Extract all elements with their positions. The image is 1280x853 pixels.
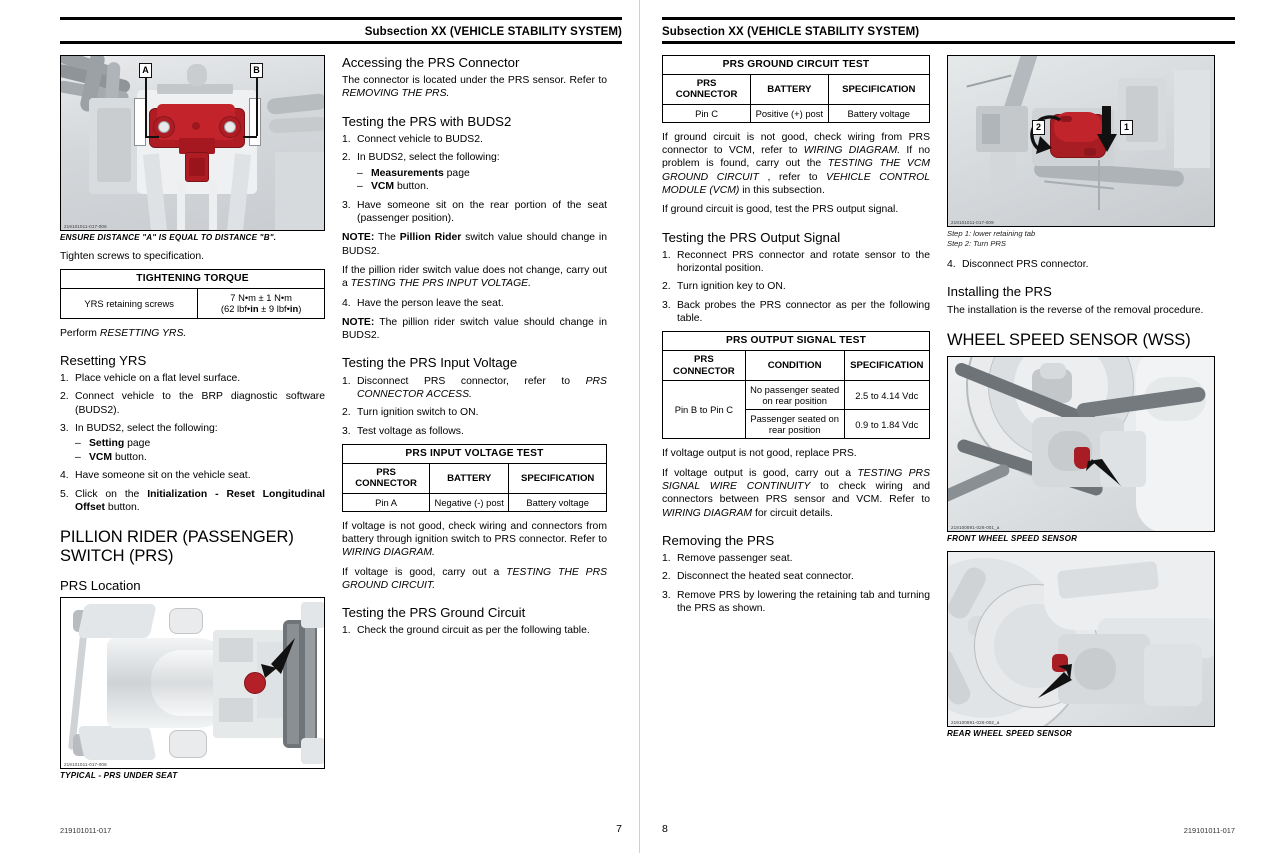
column-right-figures xyxy=(947,55,1215,746)
step-item: 3. In BUDS2, select the following: – Setting page – VCM button. xyxy=(60,422,325,464)
figure-front-wss-image xyxy=(947,356,1215,532)
table-cell: Battery voltage xyxy=(509,493,607,511)
step-item: 1. Connect vehicle to BUDS2. xyxy=(342,133,483,145)
front-wss-illustration xyxy=(948,357,1214,531)
figure-front-wss xyxy=(947,356,1215,543)
heading-resetting-yrs: Resetting YRS xyxy=(60,352,147,368)
figure-yrs-sensor-image xyxy=(60,55,325,231)
installing-body: The installation is the reverse of the removal procedure. xyxy=(947,304,1204,316)
arrow-icon xyxy=(251,634,299,682)
removing-prs-steps xyxy=(662,552,930,615)
figure-prs-under-seat-image xyxy=(60,597,325,769)
step-item: 3. Back probes the PRS connector as per the following table. xyxy=(662,299,930,325)
torque-metric: 7 N•m ± 1 N•m xyxy=(230,292,292,304)
step-item: 2. Turn ignition switch to ON. xyxy=(342,407,479,419)
heading-pillion-rider-switch: PILLION RIDER (PASSENGER) SWITCH (PRS) xyxy=(60,528,294,565)
step-item: 3. Have someone sit on the rear portion of the seat (passenger position). xyxy=(342,199,607,224)
footer-page-number: 7 xyxy=(616,823,622,835)
note-pillion-rider-1: NOTE: The Pillion Rider switch value should change in BUDS2. xyxy=(342,232,607,257)
heading-wheel-speed-sensor: WHEEL SPEED SENSOR (WSS) xyxy=(947,330,1191,349)
column-left xyxy=(60,55,325,788)
table-header-cell: PRS CONNECTOR xyxy=(343,463,430,493)
figure-rear-wss-caption: REAR WHEEL SPEED SENSOR xyxy=(947,729,1072,739)
heading-testing-prs-ground-circuit: Testing the PRS Ground Circuit xyxy=(342,605,526,621)
page-header-title: Subsection XX (VEHICLE STABILITY SYSTEM) xyxy=(662,26,920,38)
table-title: PRS INPUT VOLTAGE TEST xyxy=(343,444,607,463)
table-header-cell: SPECIFICATION xyxy=(844,351,929,381)
arrow-icon xyxy=(1036,664,1078,700)
ground-circuit-not-good-para: If ground circuit is not good, check wiring from PRS connector to VCM, refer to WIRING DIAGRAM. If no problem is found, carry out the TESTING THE VCM GROUND CIRCUIT , refer to VEHICLE CONTROL MODULE (VCM) in this subsection. xyxy=(662,131,931,196)
figure-removal-step-legend xyxy=(947,229,1215,249)
step-item: 1. Place vehicle on a flat level surface. xyxy=(60,373,241,385)
figure-prs-seat-caption: TYPICAL - PRS UNDER SEAT xyxy=(60,771,178,781)
column-middle xyxy=(342,55,607,788)
page-left-footer xyxy=(60,823,622,835)
table-header-cell: PRS CONNECTOR xyxy=(663,75,751,105)
callout-a: A xyxy=(139,63,152,78)
table-row xyxy=(663,104,930,122)
heading-removing-the-prs: Removing the PRS xyxy=(662,532,775,548)
table-header-cell: BATTERY xyxy=(751,75,828,105)
heading-installing-the-prs: Installing the PRS xyxy=(947,284,1052,300)
sub-item: – VCM button. xyxy=(357,181,429,193)
step-item: 5. Click on the Initialization - Reset Longitudinal Offset button. xyxy=(60,488,325,513)
heading-accessing-prs-connector: Accessing the PRS Connector xyxy=(342,55,520,70)
figure-id-code: 219100891-026-002_a xyxy=(951,720,1000,726)
table-header-cell: SPECIFICATION xyxy=(509,463,607,493)
footer-document-number: 219101011-017 xyxy=(1183,826,1235,835)
callout-b: B xyxy=(250,63,263,78)
figure-front-wss-caption: FRONT WHEEL SPEED SENSOR xyxy=(947,534,1078,544)
prs-ground-circuit-test-table xyxy=(662,55,930,123)
yrs-illustration xyxy=(61,56,324,230)
step-sub-list xyxy=(357,167,607,194)
table-title: TIGHTENING TORQUE xyxy=(61,270,325,289)
buds2-steps-cont xyxy=(342,297,607,310)
step-legend-line-2: Step 2: Turn PRS xyxy=(947,239,1006,249)
figure-id-code: 219100891-026-001_a xyxy=(951,525,1000,531)
sub-item: – VCM button. xyxy=(75,451,147,463)
heading-prs-location: PRS Location xyxy=(60,578,141,594)
input-voltage-good-para: If voltage is good, carry out a TESTING THE PRS GROUND CIRCUIT. xyxy=(342,566,607,591)
tighten-screws-text: Tighten screws to specification. xyxy=(60,251,204,262)
output-signal-steps xyxy=(662,249,930,326)
table-cell: Negative (-) post xyxy=(430,493,509,511)
figure-yrs-sensor xyxy=(60,55,325,242)
step-item: 2. Turn ignition key to ON. xyxy=(662,281,786,293)
figure-rear-wss xyxy=(947,551,1215,738)
table-header-cell: PRS CONNECTOR xyxy=(663,351,746,381)
input-voltage-steps xyxy=(342,375,607,438)
step-legend-line-1: Step 1: lower retaining tab xyxy=(947,229,1036,238)
output-good-para: If voltage output is good, carry out a TESTING PRS SIGNAL WIRE CONTINUITY to check wiring and connectors between PRS sensor and VCM. Refer to WIRING DIAGRAM for circuit details. xyxy=(662,467,930,519)
torque-row-label: YRS retaining screws xyxy=(61,289,198,318)
step-item: 4. Have the person leave the seat. xyxy=(342,297,504,309)
arrow-icon xyxy=(1082,457,1124,491)
page-right-columns xyxy=(662,55,1235,746)
table-cell: No passenger seated on rear position xyxy=(745,381,844,410)
table-cell: Positive (+) post xyxy=(751,104,828,122)
step-item: 1. Check the ground circuit as per the following table. xyxy=(342,625,590,637)
callout-2: 2 xyxy=(1032,120,1045,135)
pillion-no-change-para: If the pillion rider switch value does not change, carry out a TESTING THE PRS INPUT VOLTAGE. xyxy=(342,264,607,290)
step-item: 2. Connect vehicle to the BRP diagnostic software (BUDS2). xyxy=(60,391,325,416)
page-right-footer xyxy=(662,823,1235,835)
step-item: 1. Remove passenger seat. xyxy=(662,553,793,565)
figure-id-code: 219101011-017-008 xyxy=(64,762,107,768)
heading-testing-prs-output-signal: Testing the PRS Output Signal xyxy=(662,229,841,245)
removing-prs-steps-cont xyxy=(947,258,1215,271)
table-cell: 0.9 to 1.84 Vdc xyxy=(844,410,929,439)
step-item: 1. Reconnect PRS connector and rotate sensor to the horizontal position. xyxy=(662,249,930,275)
column-right-text xyxy=(662,55,930,746)
rotate-arrow-icon xyxy=(1024,108,1068,156)
ground-circuit-steps xyxy=(342,624,607,637)
note-pillion-rider-2: NOTE: The pillion rider switch value should change in BUDS2. xyxy=(342,316,607,342)
torque-imperial: (62 lbf•in ± 9 lbf•in) xyxy=(220,303,302,315)
step-item: 2. Disconnect the heated seat connector. xyxy=(662,571,854,583)
figure-prs-removal-image xyxy=(947,55,1215,227)
callout-1: 1 xyxy=(1120,120,1133,135)
tightening-torque-table xyxy=(60,269,325,318)
step-item: 3. Test voltage as follows. xyxy=(342,425,464,437)
figure-prs-under-seat xyxy=(60,597,325,780)
figure-yrs-caption: ENSURE DISTANCE "A" IS EQUAL TO DISTANCE "B". xyxy=(60,233,277,242)
table-row xyxy=(663,381,930,410)
table-cell: Pin C xyxy=(663,104,751,122)
prs-output-signal-test-table xyxy=(662,331,930,439)
table-cell: Pin A xyxy=(343,493,430,511)
page-left-columns xyxy=(60,55,622,788)
step-item: 2. In BUDS2, select the following: – Measurements page – VCM button. xyxy=(342,151,607,193)
heading-testing-prs-input-voltage: Testing the PRS Input Voltage xyxy=(342,355,518,371)
figure-id-code: 219101011-017-009 xyxy=(951,220,994,225)
footer-page-number: 8 xyxy=(662,823,668,835)
table-row xyxy=(343,493,607,511)
output-not-good-para: If voltage output is not good, replace PRS. xyxy=(662,448,857,460)
heading-testing-prs-buds2: Testing the PRS with BUDS2 xyxy=(342,113,512,129)
step-item: 4. Have someone sit on the vehicle seat. xyxy=(60,470,251,482)
step-item: 3. Remove PRS by lowering the retaining tab and turning the PRS as shown. xyxy=(662,589,930,615)
step-item: 4. Disconnect PRS connector. xyxy=(947,259,1089,271)
table-cell: Passenger seated on rear position xyxy=(745,410,844,439)
prs-seat-illustration xyxy=(61,598,324,768)
figure-prs-removal xyxy=(947,55,1215,249)
table-title: PRS GROUND CIRCUIT TEST xyxy=(663,56,930,75)
step-item: 1. Disconnect PRS connector, refer to PRS CONNECTOR ACCESS. xyxy=(342,375,607,400)
prs-input-voltage-test-table xyxy=(342,444,607,512)
input-voltage-not-good-para: If voltage is not good, check wiring and connectors from battery through ignition switch to PRS connector. Refer to WIRING DIAGRAM. xyxy=(342,520,607,559)
sub-item: – Measurements page xyxy=(357,167,470,179)
footer-document-number: 219101011-017 xyxy=(60,826,112,835)
table-header-cell: BATTERY xyxy=(430,463,509,493)
resetting-yrs-steps xyxy=(60,372,325,514)
table-cell: Battery voltage xyxy=(828,104,929,122)
table-title: PRS OUTPUT SIGNAL TEST xyxy=(663,332,930,351)
figure-id-code: 219101011-017-006 xyxy=(64,224,107,229)
ground-circuit-good-para: If ground circuit is good, test the PRS output signal. xyxy=(662,204,899,216)
table-header-cell: CONDITION xyxy=(745,351,844,381)
perform-resetting-text: Perform RESETTING YRS. xyxy=(60,327,187,339)
prs-removal-illustration xyxy=(948,56,1214,226)
table-header-cell: SPECIFICATION xyxy=(828,75,929,105)
page-header-title: Subsection XX (VEHICLE STABILITY SYSTEM) xyxy=(364,26,622,38)
buds2-steps xyxy=(342,133,607,225)
figure-rear-wss-image xyxy=(947,551,1215,727)
page-right xyxy=(640,0,1280,853)
sub-item: – Setting page xyxy=(75,438,151,450)
table-cell: 2.5 to 4.14 Vdc xyxy=(844,381,929,410)
header-bottom-rule xyxy=(662,41,1235,44)
down-arrow-icon xyxy=(1096,106,1118,152)
table-cell-pin-label: Pin B to Pin C xyxy=(663,381,746,439)
rear-wss-illustration xyxy=(948,552,1214,726)
step-sub-list xyxy=(75,437,325,464)
accessing-body: The connector is located under the PRS sensor. Refer to REMOVING THE PRS. xyxy=(342,75,607,100)
header-bottom-rule xyxy=(60,41,622,44)
